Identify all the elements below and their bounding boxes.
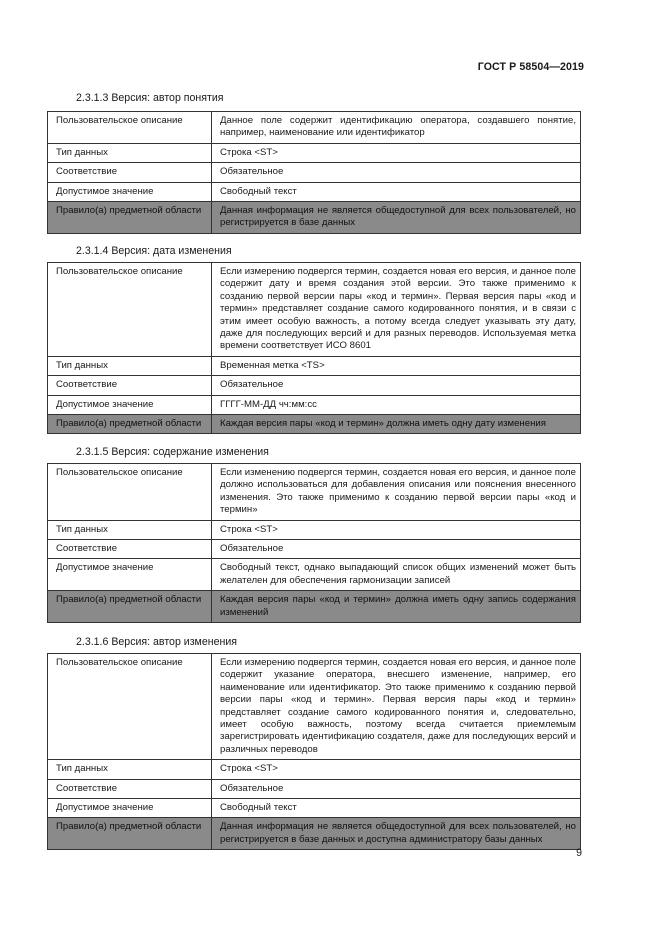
row-value: Обязательное	[212, 540, 581, 559]
row-value: Строка <ST>	[212, 760, 581, 779]
table-row	[48, 395, 581, 414]
row-value: Данная информация не является общедоступной для всех пользователей, но регистрируется в базе данных	[212, 202, 581, 234]
row-label: Тип данных	[48, 520, 212, 539]
table-row-domain-rule	[48, 818, 581, 850]
row-label: Допустимое значение	[48, 182, 212, 201]
table-row-domain-rule	[48, 202, 581, 234]
row-value: Каждая версия пары «код и термин» должна иметь одну запись содержания изменений	[212, 591, 581, 623]
row-label: Соответствие	[48, 540, 212, 559]
document-code: ГОСТ Р 58504—2019	[477, 61, 584, 73]
table-row	[48, 143, 581, 162]
row-label: Допустимое значение	[48, 799, 212, 818]
row-value: Если измерению подвергся термин, создается новая его версия, и данное поле содержит дату и время создания этой версии. Это также применимо к созданию первой версии пары «код и термин». Первая версия пары «код и термин» представляет создание самого кодированного понятия, и в связи с этим имеет особую важность, а потому всегда следует указывать эту дату, даже для последующих версий и для разных переводов. Используемая метка времени соответствует ИСО 8601	[212, 263, 581, 357]
section-title: 2.3.1.6 Версия: автор изменения	[76, 636, 237, 648]
section-title: 2.3.1.4 Версия: дата изменения	[76, 245, 232, 257]
section-title: 2.3.1.3 Версия: автор понятия	[76, 92, 224, 104]
row-label: Тип данных	[48, 356, 212, 375]
row-label: Пользовательское описание	[48, 112, 212, 144]
row-label: Тип данных	[48, 143, 212, 162]
table-row	[48, 356, 581, 375]
table-row	[48, 163, 581, 182]
row-value: Каждая версия пары «код и термин» должна иметь одну дату изменения	[212, 415, 581, 434]
row-value: Свободный текст	[212, 182, 581, 201]
row-value: Данная информация не является общедоступной для всех пользователей, но регистрируется в базе данных и доступна администратору базы данных	[212, 818, 581, 850]
table-row	[48, 520, 581, 539]
row-label: Соответствие	[48, 163, 212, 182]
row-label: Пользовательское описание	[48, 464, 212, 521]
table-row	[48, 799, 581, 818]
row-value: Свободный текст	[212, 799, 581, 818]
row-value: Обязательное	[212, 163, 581, 182]
row-label: Соответствие	[48, 376, 212, 395]
table-row	[48, 182, 581, 201]
table-row-domain-rule	[48, 591, 581, 623]
row-label: Допустимое значение	[48, 395, 212, 414]
row-value: Свободный текст, однако выпадающий список общих изменений может быть желателен для обеспечения гармонизации записей	[212, 559, 581, 591]
table-row	[48, 464, 581, 521]
page-number: 9	[576, 847, 582, 859]
row-label: Соответствие	[48, 779, 212, 798]
row-label: Тип данных	[48, 760, 212, 779]
table-row	[48, 760, 581, 779]
row-value: Строка <ST>	[212, 143, 581, 162]
table-row	[48, 654, 581, 760]
attribute-table	[47, 463, 581, 623]
table-row	[48, 779, 581, 798]
row-value: Если измерению подвергся термин, создается новая его версия, и данное поле содержит указание оператора, внесшего изменение, например, его наименование или идентификатор. Это также применимо к созданию первой версии пары «код и термин». Первая версия пары «код и термин» представляет создание самого кодированного понятия и, следовательно, имеет особую важность, поэтому всегда считается приемлемым зарегистрировать идентификацию создателя, даже для последующих версий и различных переводов	[212, 654, 581, 760]
section-title: 2.3.1.5 Версия: содержание изменения	[76, 446, 269, 458]
row-value: Временная метка <TS>	[212, 356, 581, 375]
row-label: Правило(а) предметной области	[48, 202, 212, 234]
attribute-table	[47, 111, 581, 234]
row-label: Правило(а) предметной области	[48, 415, 212, 434]
row-label: Правило(а) предметной области	[48, 818, 212, 850]
attribute-table	[47, 262, 581, 434]
row-label: Допустимое значение	[48, 559, 212, 591]
table-row-domain-rule	[48, 415, 581, 434]
table-row	[48, 540, 581, 559]
row-label: Пользовательское описание	[48, 263, 212, 357]
table-row	[48, 559, 581, 591]
table-row	[48, 376, 581, 395]
row-value: Если изменению подвергся термин, создается новая его версия, и данное поле должно использоваться для добавления описания или пояснения внесенного изменения. Это также применимо к созданию первой версии пары «код и термин»	[212, 464, 581, 521]
attribute-table	[47, 653, 581, 850]
row-value: Обязательное	[212, 376, 581, 395]
row-value: Данное поле содержит идентификацию оператора, создавшего понятие, например, наименование или идентификатор	[212, 112, 581, 144]
row-value: ГГГГ-ММ-ДД чч:мм:сс	[212, 395, 581, 414]
row-value: Строка <ST>	[212, 520, 581, 539]
table-row	[48, 263, 581, 357]
row-label: Правило(а) предметной области	[48, 591, 212, 623]
row-value: Обязательное	[212, 779, 581, 798]
row-label: Пользовательское описание	[48, 654, 212, 760]
table-row	[48, 112, 581, 144]
